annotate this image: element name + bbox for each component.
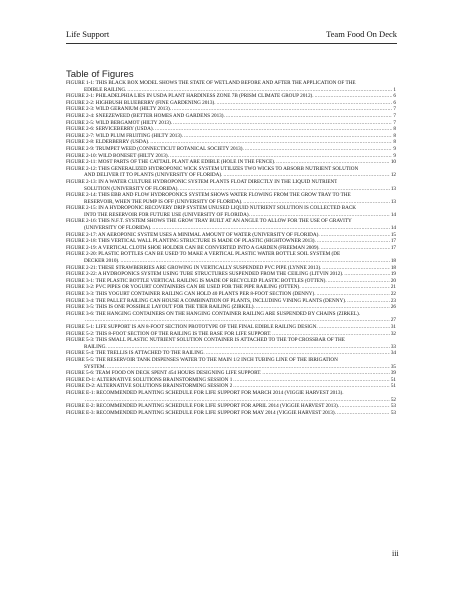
toc-entry-text-cont: (UNIVERSITY OF FLORIDA).	[84, 225, 152, 232]
toc-entry-page: 15	[390, 231, 396, 238]
toc-entry-page: 7	[393, 119, 396, 126]
toc-entry-page: 33	[390, 343, 396, 350]
toc-entry-page: 7	[393, 106, 396, 113]
toc-entry-page: 18	[390, 258, 396, 265]
toc-entry[interactable]	[66, 271, 396, 278]
toc-entry[interactable]	[66, 311, 396, 324]
table-of-figures	[66, 80, 396, 416]
toc-entry-page: 52	[390, 396, 396, 403]
toc-entry-text: FIGURE 5-5: THE RESERVOIR TANK DISPENSES WATER TO THE MAIN 1/2 INCH TUBING LINE OF THE IRRIGATION	[66, 356, 338, 363]
toc-entry[interactable]	[66, 106, 396, 113]
toc-entry-page: 18	[390, 264, 396, 271]
leader-dots	[120, 258, 389, 265]
toc-entry-text: FIGURE 2-18: THIS VERTICAL WALL PLANTING STRUCTURE IS MADE OF PLASTIC (HIGHTOWNER 2013).	[66, 238, 316, 245]
leader-dots	[321, 245, 390, 252]
toc-entry[interactable]	[66, 377, 396, 384]
toc-entry-text: FIGURE 2-16: THIS N.F.T. SYSTEM SHOWS THE GROW TRAY BUILT AT AN ANGLE TO ALLOW FOR THE USE OF GRAVITY	[66, 218, 352, 225]
leader-dots	[272, 331, 390, 338]
leader-dots	[243, 199, 389, 206]
header-left: Life Support	[66, 29, 110, 39]
leader-dots	[184, 133, 392, 140]
toc-entry-page: 19	[390, 271, 396, 278]
toc-entry[interactable]	[66, 357, 396, 370]
toc-entry[interactable]	[66, 159, 396, 166]
toc-entry[interactable]	[66, 232, 396, 239]
toc-entry[interactable]	[66, 284, 396, 291]
leader-dots	[155, 126, 393, 133]
leader-dots	[322, 265, 389, 272]
toc-entry[interactable]	[66, 179, 396, 192]
toc-entry-page: 1	[393, 86, 396, 93]
toc-entry-text: FIGURE E-2: RECOMMENDED PLANTING SCHEDULE FOR LIFE SUPPORT FOR APRIL 2014 (VIGGIE HARVEST 2013).	[66, 403, 339, 410]
toc-entry-text: FIGURE 5-3: THIS SMALL PLASTIC NUTRIENT SOLUTION CONTAINER IS ATTACHED TO THE TOP CROSSBAR OF THE	[66, 337, 345, 344]
toc-entry-text: FIGURE 5-4: THE TRELLIS IS ATTACHED TO THE RAILING.	[66, 350, 205, 357]
leader-dots	[256, 304, 390, 311]
leader-dots	[173, 120, 392, 127]
toc-entry-page: 12	[390, 172, 396, 179]
toc-entry[interactable]	[66, 100, 396, 107]
toc-entry-text: FIGURE 2-15: IN A HYDROPONIC RECOVERY DRIP SYSTEM UNUSED LIQUID NUTRIENT SOLUTION IS COLLECTED BACK	[66, 205, 357, 212]
toc-entry-page: 9	[393, 152, 396, 159]
toc-entry[interactable]	[66, 265, 396, 272]
toc-entry-text-cont: EDIBLE RAILING.	[84, 86, 127, 93]
toc-entry-text: FIGURE 1-1: THIS BLACK BOX MODEL SHOWS THE STATE OF WETLAND BEFORE AND AFTER THE APPLICATION OF THE	[66, 80, 356, 86]
toc-entry-page: 17	[390, 238, 396, 245]
leader-dots	[347, 298, 390, 305]
toc-entry-text: FIGURE 2-3: WILD GERANIUM (HILTY 2013).	[66, 106, 171, 113]
leader-dots	[233, 383, 390, 390]
toc-entry-text: FIGURE 2-19: A VERTICAL CLOTH SHOE HOLDER CAN BE CONVERTED INTO A GARDEN (FREEMAN 2009).	[66, 244, 320, 251]
toc-entry-page: 27	[390, 317, 396, 324]
leader-dots	[317, 238, 390, 245]
toc-entry-page: 39	[390, 370, 396, 377]
toc-entry-page: 53	[390, 403, 396, 410]
toc-entry[interactable]	[66, 113, 396, 120]
toc-title: Table of Figures	[66, 69, 134, 80]
toc-entry-page: 26	[390, 304, 396, 311]
toc-entry[interactable]	[66, 291, 396, 298]
toc-entry-text-cont: RESERVOIR, WHEN THE PUMP IS OFF (UNIVERSITY OF FLORIDA).	[84, 198, 243, 205]
toc-entry-page: 14	[390, 211, 396, 218]
toc-entry-text: FIGURE 3-3: THIS YOGURT CONTAINER RAILING CAN HOLD 40 PLANTS PER 8-FOOT SECTION (DENNY).	[66, 291, 316, 297]
toc-entry-text: FIGURE D-1: ALTERNATIVE SOLUTIONS BRAINSTORMING SESSION 1	[66, 376, 233, 383]
leader-dots	[245, 146, 393, 153]
toc-entry-text: FIGURE 2-12: THIS GENERALIZED HYDROPONIC WICK SYSTEM UTILIZES TWO WICKS TO ABSORB NUTRIENT SOLUTION	[66, 165, 359, 172]
leader-dots	[127, 87, 392, 94]
toc-entry-text-cont: SOLUTION (UNIVERSITY OF FLORIDA).	[84, 185, 179, 192]
toc-entry-text: FIGURE 5-1: LIFE SUPPORT IS AN 8-FOOT SECTION PROTOTYPE OF THE FINAL EDIBLE RAILING DESIGN.	[66, 323, 318, 330]
toc-entry-page: 13	[390, 185, 396, 192]
toc-entry[interactable]	[66, 251, 396, 264]
toc-entry-page: 17	[390, 244, 396, 251]
toc-entry[interactable]	[66, 93, 396, 100]
toc-entry-text: FIGURE 2-21: THESE STRAWBERRIES ARE GROWING IN VERTICALLY SUSPENDED PVC PIPE (LYNNE 2013).	[66, 264, 322, 271]
toc-entry-page: 7	[393, 112, 396, 119]
toc-entry-text-cont: DECKER 2010).	[84, 258, 120, 265]
toc-entry-text: FIGURE 2-8: ELDERBERRY (USDA).	[66, 139, 150, 146]
toc-entry[interactable]	[66, 410, 396, 417]
leader-dots	[251, 212, 390, 219]
toc-entry-page: 10	[390, 159, 396, 166]
toc-entry-text: FIGURE 2-9: TRUMPET WEED (CONNECTICUT BOTANICAL SOCIETY 2013).	[66, 145, 244, 152]
leader-dots	[344, 271, 389, 278]
leader-dots	[276, 159, 390, 166]
toc-entry[interactable]	[66, 304, 396, 311]
toc-entry[interactable]	[66, 139, 396, 146]
toc-entry-text: FIGURE E-3: RECOMMENDED PLANTING SCHEDULE FOR LIFE SUPPORT FOR MAY 2014 (VIGGIE HARVEST 2013).	[66, 409, 336, 416]
leader-dots	[321, 232, 390, 239]
toc-entry-text: FIGURE E-1: RECOMMENDED PLANTING SCHEDULE FOR LIFE SUPPORT FOR MARCH 2014 (VIGGIE HARVEST 2013).	[66, 389, 344, 396]
toc-entry-page: 51	[390, 376, 396, 383]
toc-entry-page: 51	[390, 383, 396, 390]
toc-entry-text-cont: AND DELIVER IT TO PLANTS (UNIVERSITY OF FLORIDA).	[84, 172, 223, 179]
toc-entry[interactable]	[66, 370, 396, 377]
toc-entry-page: 31	[390, 323, 396, 330]
toc-entry-text: FIGURE 2-20: PLASTIC BOTTLES CAN BE USED TO MAKE A VERTICAL PLASTIC WATER BOTTLE SOIL SYSTEM (DE	[66, 251, 341, 258]
leader-dots	[150, 139, 392, 146]
toc-entry-text: FIGURE 2-10: WILD BONESET (HILTY 2013).	[66, 152, 169, 159]
toc-entry[interactable]	[66, 166, 396, 179]
leader-dots	[315, 93, 393, 100]
toc-entry[interactable]	[66, 153, 396, 160]
toc-entry[interactable]	[66, 126, 396, 133]
running-header	[66, 29, 397, 44]
toc-entry-text-cont: SYSTEM.	[84, 363, 106, 370]
leader-dots	[319, 324, 390, 331]
toc-entry[interactable]	[66, 192, 396, 205]
toc-entry-page: 22	[390, 291, 396, 297]
toc-entry[interactable]	[66, 337, 396, 350]
leader-dots	[226, 113, 393, 120]
toc-entry[interactable]	[66, 324, 396, 331]
toc-entry[interactable]	[66, 390, 396, 403]
leader-dots	[152, 225, 389, 232]
toc-entry-text: FIGURE 2-22: A HYDROPONICS SYSTEM USING TUBE STRUCTURES SUSPENDED FROM THE CEILING (LITVIN 2012).	[66, 271, 344, 278]
toc-entry-text: FIGURE 2-11: MOST PARTS OF THE CATTAIL PLANT ARE EDIBLE (HOLE IN THE FENCE).	[66, 159, 276, 166]
toc-entry-page: 8	[393, 132, 396, 139]
toc-entry-text: FIGURE 3-2: PVC PIPES OR YOGURT CONTAINERS CAN BE USED FOR THE PIPE RAILING (OTTEN).	[66, 284, 301, 291]
toc-entry-text: FIGURE 3-6: THE HANGING CONTAINERS ON THE HANGING CONTAINER RAILING ARE SUSPENDED BY CHAINS (ZIRKEL).	[66, 310, 361, 317]
leader-dots	[217, 100, 393, 107]
toc-entry[interactable]	[66, 133, 396, 140]
toc-entry-text: FIGURE 2-2: HIGHBUSH BLUEBERRY (FINE GARDENING 2013).	[66, 99, 216, 106]
toc-entry-text: FIGURE 3-4: THE PALLET RAILING CAN HOUSE A COMBINATION OF PLANTS, INCLUDING VINING PLANTS (DENNY).	[66, 297, 347, 304]
toc-entry-text: FIGURE 3-1: THE PLASTIC BOTTLE VERTICAL RAILING IS MADE OF RECYCLED PLASTIC BOTTLES (OTTEN).	[66, 277, 327, 284]
toc-entry-text: FIGURE 5-6: TEAM FOOD ON DECK SPENT 454 HOURS DESIGNING LIFE SUPPORT.	[66, 370, 262, 377]
toc-entry-text-cont: INTO THE RESERVOIR FOR FUTURE USE (UNIVERSITY OF FLORIDA).	[84, 211, 250, 218]
toc-entry-page: 8	[393, 126, 396, 133]
toc-entry-page: 13	[390, 198, 396, 205]
toc-entry[interactable]	[66, 218, 396, 231]
toc-entry-text: FIGURE 3-5: THIS IS ONE POSSIBLE LAYOUT FOR THE TIER RAILING (ZIRKEL).	[66, 304, 255, 311]
toc-entry-text: FIGURE 2-13: IN A WATER CULTURE HYDROPONIC SYSTEM PLANTS FLOAT DIRECTLY IN THE LIQUID NUTRIENT	[66, 178, 338, 185]
toc-entry-page: 32	[390, 330, 396, 337]
toc-entry[interactable]	[66, 205, 396, 218]
leader-dots	[85, 317, 390, 324]
leader-dots	[317, 291, 390, 298]
toc-entry[interactable]	[66, 120, 396, 127]
toc-entry-text: FIGURE 2-1: PHILADELPHIA LIES IN USDA PLANT HARDINESS ZONE 7B (PRISM CLIMATE GROUP 2012).	[66, 93, 314, 100]
leader-dots	[108, 344, 390, 351]
leader-dots	[170, 153, 393, 160]
toc-entry-text: FIGURE D-2: ALTERNATIVE SOLUTIONS BRAINSTORMING SESSION 2	[66, 383, 233, 390]
toc-entry[interactable]	[66, 350, 396, 357]
toc-entry[interactable]	[66, 298, 396, 305]
toc-entry-text: FIGURE 2-4: SNEEZEWEED (BETTER HOMES AND GARDENS 2013).	[66, 112, 225, 119]
leader-dots	[206, 350, 390, 357]
toc-entry-page: 9	[393, 145, 396, 152]
toc-entry[interactable]	[66, 383, 396, 390]
toc-entry-page: 34	[390, 350, 396, 357]
toc-entry-page: 20	[390, 277, 396, 284]
toc-entry-page: 35	[390, 363, 396, 370]
header-right: Team Food On Deck	[326, 29, 397, 39]
toc-entry[interactable]	[66, 245, 396, 252]
leader-dots	[328, 278, 390, 285]
toc-entry-page: 23	[390, 297, 396, 304]
toc-entry-page: 21	[390, 284, 396, 291]
leader-dots	[337, 410, 390, 417]
toc-entry-page: 6	[393, 99, 396, 106]
toc-entry-text: FIGURE 2-5: WILD BERGAMOT (HILTY 2013).	[66, 119, 173, 126]
toc-entry[interactable]	[66, 331, 396, 338]
toc-entry-page: 53	[390, 409, 396, 416]
leader-dots	[223, 172, 389, 179]
leader-dots	[302, 284, 390, 291]
toc-entry[interactable]	[66, 278, 396, 285]
leader-dots	[233, 377, 390, 384]
leader-dots	[107, 364, 390, 371]
leader-dots	[340, 403, 390, 410]
leader-dots	[262, 370, 389, 377]
leader-dots	[85, 397, 390, 404]
toc-entry-page: 14	[390, 225, 396, 232]
toc-entry[interactable]	[66, 238, 396, 245]
toc-entry-page: 6	[393, 93, 396, 100]
page-number: iii	[392, 549, 399, 558]
toc-entry[interactable]	[66, 403, 396, 410]
toc-entry-text: FIGURE 5-2: THIS 8-FOOT SECTION OF THE RAILING IS THE BASE FOR LIFE SUPPORT.	[66, 330, 272, 337]
toc-entry[interactable]	[66, 80, 396, 93]
leader-dots	[172, 106, 392, 113]
toc-entry[interactable]	[66, 146, 396, 153]
toc-entry-text: FIGURE 2-14: THIS EBB AND FLOW HYDROPONICS SYSTEM SHOWS WATER FLOWING FROM THE GROW TRAY TO THE	[66, 192, 351, 199]
toc-entry-text-cont: RAILING.	[84, 343, 107, 350]
toc-entry-text: FIGURE 2-6: SERVICEBERRY (USDA).	[66, 126, 154, 133]
toc-entry-text: FIGURE 2-7: WILD PLUM FRUITING (HILTY 2013).	[66, 132, 183, 139]
toc-entry-page: 8	[393, 139, 396, 146]
toc-entry-text: FIGURE 2-17: AN AEROPONIC SYSTEM USES A MINIMAL AMOUNT OF WATER (UNIVERSITY OF FLORIDA).	[66, 231, 320, 238]
leader-dots	[180, 186, 390, 193]
